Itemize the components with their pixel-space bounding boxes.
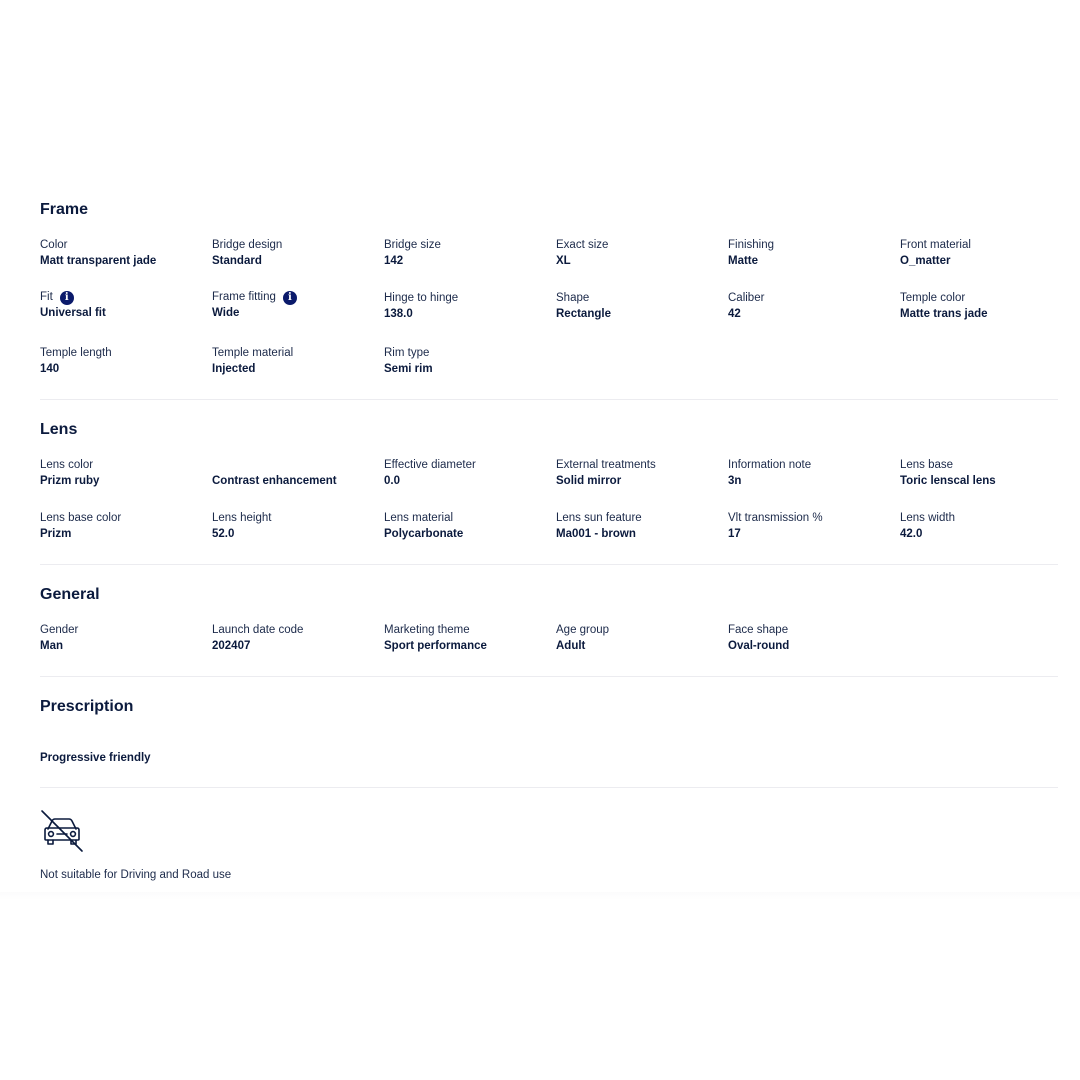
field-value: 42.0 xyxy=(900,528,923,540)
info-icon[interactable]: i xyxy=(60,291,74,305)
field-value: Progressive friendly xyxy=(40,752,151,764)
field-value: Solid mirror xyxy=(556,475,622,487)
section-title-frame: Frame xyxy=(40,201,89,218)
field-value: Universal fit xyxy=(40,307,106,319)
field-label: Exact size xyxy=(556,239,609,251)
field-caliber xyxy=(728,291,896,322)
field-contrast-enhancement xyxy=(212,458,380,489)
section-divider xyxy=(40,399,1058,400)
field-rim-type xyxy=(384,346,552,377)
field-hinge-to-hinge xyxy=(384,291,552,322)
field-value: Ma001 - brown xyxy=(556,528,636,540)
field-face-shape xyxy=(728,623,896,654)
field-gender xyxy=(40,623,208,654)
field-label: Lens sun feature xyxy=(556,512,642,524)
field-label: Hinge to hinge xyxy=(384,292,459,304)
field-value: Semi rim xyxy=(384,363,433,375)
section-title-lens: Lens xyxy=(40,421,78,438)
field-label: Lens color xyxy=(40,459,94,471)
field-value: 17 xyxy=(728,528,741,540)
field-label-row xyxy=(212,290,380,305)
field-marketing-theme xyxy=(384,623,552,654)
field-label: Bridge size xyxy=(384,239,441,251)
field-label: Lens width xyxy=(900,512,955,524)
field-value: Polycarbonate xyxy=(384,528,464,540)
field-exact-size xyxy=(556,238,724,269)
field-value: Standard xyxy=(212,255,262,267)
field-value: Oval-round xyxy=(728,640,790,652)
field-launch-date-code xyxy=(212,623,380,654)
section-title-general: General xyxy=(40,586,100,603)
field-lens-sun-feature xyxy=(556,511,724,542)
section-divider xyxy=(40,676,1058,677)
field-value: Matte xyxy=(728,255,759,267)
field-value: Man xyxy=(40,640,63,652)
field-label: Rim type xyxy=(384,347,430,359)
field-label-row xyxy=(40,290,208,305)
field-label: Caliber xyxy=(728,292,765,304)
field-temple-color xyxy=(900,291,1068,322)
field-label: Lens material xyxy=(384,512,454,524)
field-information-note xyxy=(728,458,896,489)
field-label: Temple color xyxy=(900,292,966,304)
field-lens-width xyxy=(900,511,1068,542)
field-label: Fit xyxy=(40,291,53,303)
field-label: Launch date code xyxy=(212,624,304,636)
field-label: Front material xyxy=(900,239,971,251)
field-bridge-design xyxy=(212,238,380,269)
field-value: Matte trans jade xyxy=(900,308,988,320)
field-value: O_matter xyxy=(900,255,951,267)
field-value: Wide xyxy=(212,307,240,319)
field-age-group xyxy=(556,623,724,654)
field-value: Sport performance xyxy=(384,640,487,652)
field-label: Finishing xyxy=(728,239,775,251)
field-lens-color xyxy=(40,458,208,489)
field-external-treatments xyxy=(556,458,724,489)
field-value: 3n xyxy=(728,475,742,487)
field-value: Toric lenscal lens xyxy=(900,475,996,487)
field-value: 138.0 xyxy=(384,308,413,320)
field-label: Lens base color xyxy=(40,512,122,524)
field-finishing xyxy=(728,238,896,269)
field-label: Information note xyxy=(728,459,812,471)
field-value: Matt transparent jade xyxy=(40,255,157,267)
section-divider xyxy=(40,564,1058,565)
field-frame-fitting xyxy=(212,290,380,321)
field-label: Bridge design xyxy=(212,239,283,251)
field-label: Age group xyxy=(556,624,610,636)
section-divider xyxy=(40,787,1058,788)
field-label: Gender xyxy=(40,624,79,636)
section-bottom-edge xyxy=(0,892,1080,900)
field-label: Frame fitting xyxy=(212,291,276,303)
driving-notice-text: Not suitable for Driving and Road use xyxy=(40,869,232,881)
field-label: Vlt transmission % xyxy=(728,512,823,524)
field-label: External treatments xyxy=(556,459,656,471)
field-label: Lens base xyxy=(900,459,954,471)
field-label: Temple length xyxy=(40,347,112,359)
field-label xyxy=(212,458,380,473)
info-icon[interactable]: i xyxy=(283,291,297,305)
field-label: Lens height xyxy=(212,512,272,524)
field-label: Shape xyxy=(556,292,590,304)
field-value: 140 xyxy=(40,363,60,375)
field-value: 52.0 xyxy=(212,528,235,540)
field-lens-base-color xyxy=(40,511,208,542)
field-label: Effective diameter xyxy=(384,459,476,471)
field-lens-base xyxy=(900,458,1068,489)
field-shape xyxy=(556,291,724,322)
field-bridge-size xyxy=(384,238,552,269)
field-value: 42 xyxy=(728,308,741,320)
field-value: 0.0 xyxy=(384,475,400,487)
field-value: Prizm ruby xyxy=(40,475,100,487)
field-front-material xyxy=(900,238,1068,269)
field-value: Rectangle xyxy=(556,308,611,320)
field-lens-material xyxy=(384,511,552,542)
field-value: 142 xyxy=(384,255,404,267)
field-color xyxy=(40,238,208,269)
field-temple-length xyxy=(40,346,208,377)
field-label: Face shape xyxy=(728,624,789,636)
section-title-prescription: Prescription xyxy=(40,698,134,715)
field-value: Adult xyxy=(556,640,586,652)
field-value: Prizm xyxy=(40,528,72,540)
field-temple-material xyxy=(212,346,380,377)
field-value: XL xyxy=(556,255,571,267)
field-progressive-friendly xyxy=(40,750,208,766)
field-label: Temple material xyxy=(212,347,294,359)
field-value: Injected xyxy=(212,363,256,375)
field-effective-diameter xyxy=(384,458,552,489)
field-label: Marketing theme xyxy=(384,624,470,636)
field-value: Contrast enhancement xyxy=(212,475,337,487)
field-value: 202407 xyxy=(212,640,251,652)
field-label: Color xyxy=(40,239,68,251)
field-lens-height xyxy=(212,511,380,542)
field-fit xyxy=(40,290,208,321)
field-vlt-transmission xyxy=(728,511,896,542)
no-driving-car-icon xyxy=(40,809,84,853)
